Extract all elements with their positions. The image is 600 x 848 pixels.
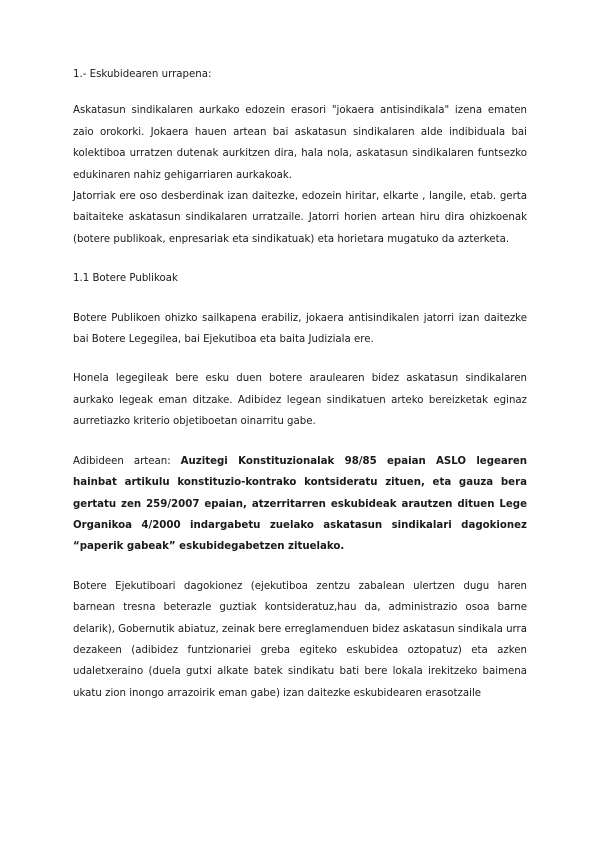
section-heading: 1.1 Botere Publikoak xyxy=(73,273,178,285)
paragraph: Botere Ejekutiboari dagokionez (ejekutiboa zentzu zabalean ulertzen dugu haren barnean tresna beterazle guztiak kontsideratuz,hau da, administrazio osoa barne delarik), Gobernutik abiatuz, zeinak bere erreglamenduen bidez askatasun sindikala urra dezakeen (adibidez funtzionariei greba egiteko eskubidea oztopatuz) eta azken udaletxeraino (duela gutxi alkate batek sindikatu bati bere lokala irekitzeko baimena ukatu zion inongo arrazoirik eman gabe) izan daitezke eskubidearen erasotzaile xyxy=(73,580,527,699)
example-paragraph xyxy=(73,451,527,558)
section-heading: 1.- Eskubidearen urrapena: xyxy=(73,69,212,80)
example-intro: Adibideen artean: xyxy=(73,455,181,467)
paragraph: Honela legegileak bere esku duen botere araulearen bidez askatasun sindikalaren aurkako legeak eman ditzake. Adibidez legean sindikatuen arteko bereizketak eginaz aurretiazko kriterio objetiboetan oinarritu gabe. xyxy=(73,373,527,428)
paragraph: Askatasun sindikalaren aurkako edozein erasori "jokaera antisindikala" izena ematen zaio orokorki. Jokaera hauen artean bai askatasun sindikalaren alde indibiduala bai kolektiboa urratzen dutenak aurkitzen dira, hala nola, askatasun sindikalaren funtsezko edukinaren nahiz gehigarriaren aurkakoak. xyxy=(73,105,527,181)
example-bold-text: Auzitegi Konstituzionalak 98/85 epaian ASLO legearen hainbat artikulu konstituzio-kontrako kontsideratu zituen, eta gauza bera gertatu zen 259/2007 epaian, atzerritarren eskubideak arautzen dituen Lege Organikoa 4/2000 indargabetu zuelako askatasun sindikalari dagokionez “paperik gabeak” eskubidegabetzen zituelako. xyxy=(73,455,527,553)
paragraph: Jatorriak ere oso desberdinak izan daitezke, edozein hiritar, elkarte , langile, etab. gerta baitaiteke askatasun sindikalaren urratzaile. Jatorri horien artean hiru dira ohizkoenak (botere publikoak, enpresariak eta sindikatuak) eta horietara mugatuko da azterketa. xyxy=(73,191,527,245)
document-page xyxy=(73,64,527,704)
paragraph: Botere Publikoen ohizko sailkapena erabiliz, jokaera antisindikalen jatorri izan daitezke bai Botere Legegilea, bai Ejekutiboa eta baita Judiziala ere. xyxy=(73,312,527,346)
